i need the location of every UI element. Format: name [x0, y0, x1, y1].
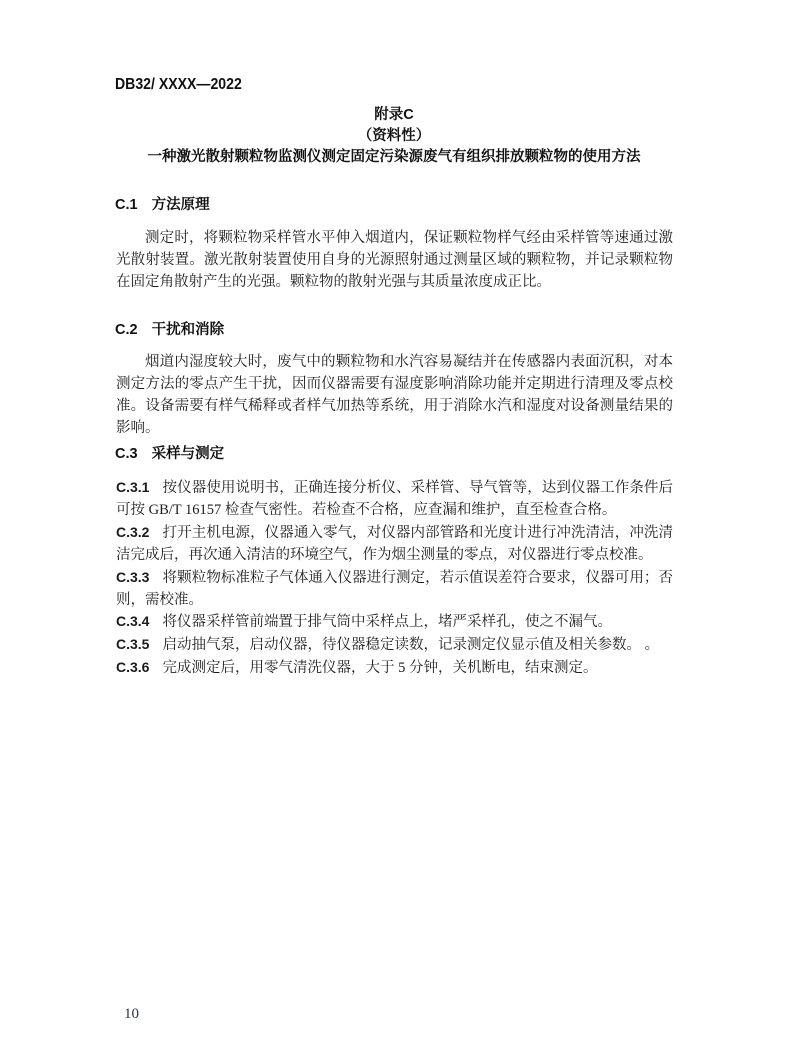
clause-c32: [116, 522, 673, 567]
appendix-label: 附录C: [374, 107, 414, 123]
document-code: DB32/ XXXX—2022: [115, 76, 242, 93]
section-c3-clauses: [116, 477, 673, 680]
section-c3-heading: [115, 442, 224, 463]
section-c1-paragraph: 测定时，将颗粒物采样管水平伸入烟道内，保证颗粒物样气经由采样管等速通过激光散射装置。激光散射装置使用自身的光源照射通过测量区域的颗粒物，并记录颗粒物在固定角散射产生的光强。颗粒物的散射光强与其质量浓度成正比。: [116, 230, 673, 290]
clause-c36-number: C.3.6: [116, 659, 150, 676]
section-c3-number: C.3: [115, 446, 138, 462]
section-c1-number: C.1: [115, 197, 138, 213]
informative-label: （资料性）: [357, 128, 431, 144]
section-c2-paragraph: 烟道内湿度较大时，废气中的颗粒物和水汽容易凝结并在传感器内表面沉积，对本测定方法的零点产生干扰，因而仪器需要有湿度影响消除功能并定期进行清理及零点校准。设备需要有样气稀释或者样气加热等系统，用于消除水汽和湿度对设备测量结果的影响。: [116, 354, 673, 436]
section-c2-number: C.2: [115, 322, 138, 338]
page-number: 10: [124, 1006, 139, 1022]
clause-c35-text: 启动抽气泵，启动仪器，待仪器稳定读数，记录测定仪显示值及相关参数。 。: [162, 637, 660, 654]
clause-c35: [116, 634, 673, 657]
clause-c32-text: 打开主机电源，仪器通入零气，对仪器内部管路和光度计进行冲洗清洁，冲洗清洁完成后，再次通入清洁的环境空气，作为烟尘测量的零点，对仪器进行零点校准。: [116, 524, 673, 563]
clause-c36-text: 完成测定后，用零气清洗仪器，大于 5 分钟，关机断电，结束测定。: [162, 660, 598, 677]
clause-c33: [116, 567, 673, 612]
clause-c34-text: 将仪器采样管前端置于排气筒中采样点上，堵严采样孔，使之不漏气。: [162, 614, 612, 631]
section-c1-title: 方法原理: [151, 197, 210, 213]
clause-c34-number: C.3.4: [116, 613, 150, 630]
clause-c32-number: C.3.2: [116, 523, 150, 540]
clause-c36: [116, 657, 673, 680]
section-c3-title: 采样与测定: [151, 446, 225, 462]
clause-c31: [116, 477, 673, 522]
clause-c33-number: C.3.3: [116, 568, 150, 585]
clause-c31-number: C.3.1: [116, 479, 150, 495]
clause-c35-number: C.3.5: [116, 636, 150, 653]
clause-c33-text: 将颗粒物标准粒子气体通入仪器进行测定，若示值误差符合要求，仪器可用；否则，需校准。: [116, 569, 673, 608]
clause-c31-text: 按仪器使用说明书，正确连接分析仪、采样管、导气管等，达到仪器工作条件后可按 GB/T 16157 检查气密性。若检查不合格，应查漏和维护，直至检查合格。: [116, 480, 673, 518]
section-c1-heading: [115, 193, 210, 214]
appendix-title: 一种激光散射颗粒物监测仪测定固定污染源废气有组织排放颗粒物的使用方法: [147, 149, 641, 165]
title-block: [0, 105, 788, 168]
section-c2-title: 干扰和消除: [151, 322, 225, 338]
section-c2-heading: [115, 318, 224, 339]
clause-c34: [116, 611, 673, 634]
